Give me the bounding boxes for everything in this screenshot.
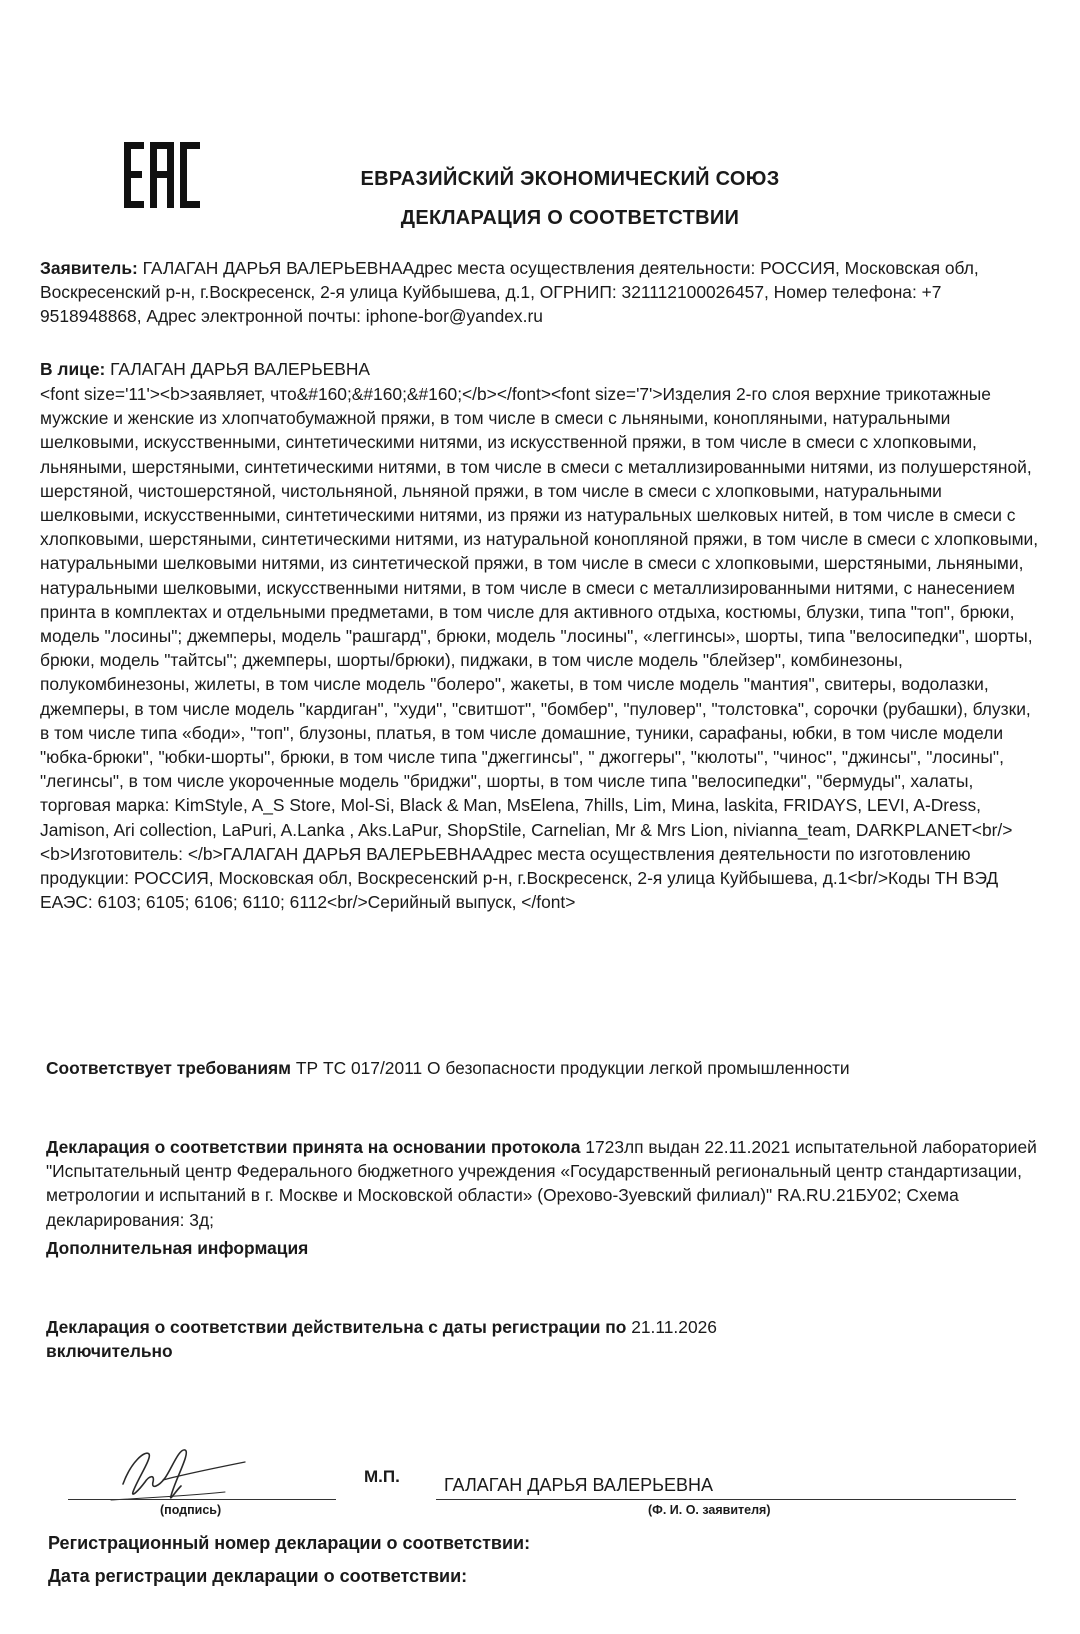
name-line [436, 1499, 1016, 1500]
product-description: <font size='11'><b>заявляет, что&#160;&#160;&#160;</b></font><font size='7'>Изделия 2-го слоя верхние трикотажные мужские и женские из хлопчатобумажной пряжи, в том числе в смеси с льняными, конопляными, натуральными шелковыми, искусственными, синтетическими нитями, из искусственной пряжи, в том числе в смеси с хлопковыми, льняными, шерстяными, синтетическими нитями, в том числе в смеси с металлизированными нитями, из полушерстяной, шерстяной, чистошерстяной, чистольняной, льняной пряжи, в том числе в смеси с хлопковыми, натуральными шелковыми, искусственными, синтетическими нитями, из пряжи из натуральных шелковых нитей, в том числе в смеси с хлопковыми, шерстяными, синтетическими нитями, из натуральной конопляной пряжи, в том числе в смеси с хлопковыми, натуральными шелковыми нитями, из синтетической пряжи, в том числе в смеси с хлопковыми, шерстяными, льняными, натуральными шелковыми, искусственными нитями, в том числе в смеси с металлизированными нитями, с нанесением принта в комплектах и отдельными предметами, в том числе для активного отдыха, костюмы, блузки, типа "топ", брюки, модель "лосины"; джемперы, модель "рашгард", брюки, модель "лосины", «леггинсы», шорты, типа "велосипедки", шорты, брюки, модель "тайтсы"; джемперы, шорты/брюки), пиджаки, в том числе модель "блейзер", комбинезоны, полукомбинезоны, жилеты, в том числе модель "болеро", жакеты, в том числе модель "мантия", свитеры, водолазки, джемперы, в том числе модель "кардиган", "худи", "свитшот", "бомбер", "пуловер", "толстовка", сорочки (рубашки), блузки, в том числе типа «боди», "топ", блузоны, платья, в том числе домашние, туники, сарафаны, юбки, в том числе модели "юбка-брюки", "юбки-шорты", брюки, в том числе типа "джеггинсы", " джоггеры", "кюлоты", "чинос", "джинсы", "лосины", "легинсы", в том числе укороченные модель "бриджи", шорты, в том числе типа "велосипедки", "бермуды", халаты, торговая марка: KimStyle, A_S Store, Mol-Si, Black & Man, MsElena, 7hills, Lim, Мина, laskita, FRIDAYS, LEVI, A-Dress, Jamison, Ari collection, LaPuri, A.Lanka , Aks.LaPur, ShopStile, Carnelian, Mr & Mrs Lion, nivianna_team, DARKPLANET<br/><b>Изготовитель: </b>ГАЛАГАН ДАРЬЯ ВАЛЕРЬЕВНААдрес места осуществления деятельности по изготовлению продукции: РОССИЯ, Московская обл, Воскресенский р-н, г.Воскресенск, 2-я улица Куйбышева, д.1<br/>Коды ТН ВЭД ЕАЭС: 6103; 6105; 6106; 6110; 6112<br/>Серийный выпуск, </font> [40, 384, 1039, 913]
conforms-section [46, 1056, 1046, 1080]
validity-suffix: включительно [46, 1341, 173, 1362]
conforms-label: Соответствует требованиям [46, 1058, 292, 1078]
validity-section [46, 1315, 1046, 1363]
applicant-section [40, 256, 1040, 329]
applicant-name: ГАЛАГАН ДАРЬЯ ВАЛЕРЬЕВНА [444, 1475, 713, 1495]
in-person-text: ГАЛАГАН ДАРЬЯ ВАЛЕРЬЕВНА [105, 359, 371, 379]
additional-info-label: Дополнительная информация [46, 1238, 309, 1258]
document-title: ДЕКЛАРАЦИЯ О СООТВЕТСТВИИ [400, 207, 740, 229]
name-caption: (Ф. И. О. заявителя) [648, 1503, 771, 1517]
protocol-text: 1723лп выдан 22.11.2021 испытательной лабораторией "Испытательный центр Федерального бюджетного учреждения «Государственный региональный центр стандартизации, метрологии и испытаний в г. Москве и Московской области» (Орехово-Зуевский филиал)" RA.RU.21БУ02; Схема декларирования: 3д; [46, 1137, 1037, 1230]
protocol-section [46, 1135, 1046, 1232]
signature-caption: (подпись) [160, 1503, 222, 1517]
handwritten-signature [105, 1440, 255, 1508]
stamp-place-label: М.П. [364, 1467, 400, 1486]
applicant-text: ГАЛАГАН ДАРЬЯ ВАЛЕРЬЕВНААдрес места осуществления деятельности: РОССИЯ, Московская обл, Воскресенский р-н, г.Воскресенск, 2-я улица Куйбышева, д.1, ОГРНИП: 321112100026457, Номер телефона: +7 9518948868, Адрес электронной почты: iphone-bor@yandex.ru [40, 258, 979, 327]
protocol-label: Декларация о соответствии принята на основании протокола [46, 1137, 581, 1157]
registration-number-label: Регистрационный номер декларации о соответствии: [48, 1533, 531, 1553]
validity-label: Декларация о соответствии действительна с даты регистрации по [46, 1317, 627, 1337]
in-person-section [40, 357, 1040, 381]
signature-area [0, 1440, 1080, 1520]
validity-date: 21.11.2026 [626, 1317, 717, 1337]
conforms-text: ТР ТС 017/2011 О безопасности продукции легкой промышленности [291, 1058, 850, 1078]
union-title: ЕВРАЗИЙСКИЙ ЭКОНОМИЧЕСКИЙ СОЮЗ [360, 168, 780, 190]
registration-date-label: Дата регистрации декларации о соответствии: [48, 1566, 468, 1586]
in-person-label: В лице: [40, 359, 106, 379]
applicant-label: Заявитель: [40, 258, 138, 278]
signature-line [68, 1499, 336, 1500]
